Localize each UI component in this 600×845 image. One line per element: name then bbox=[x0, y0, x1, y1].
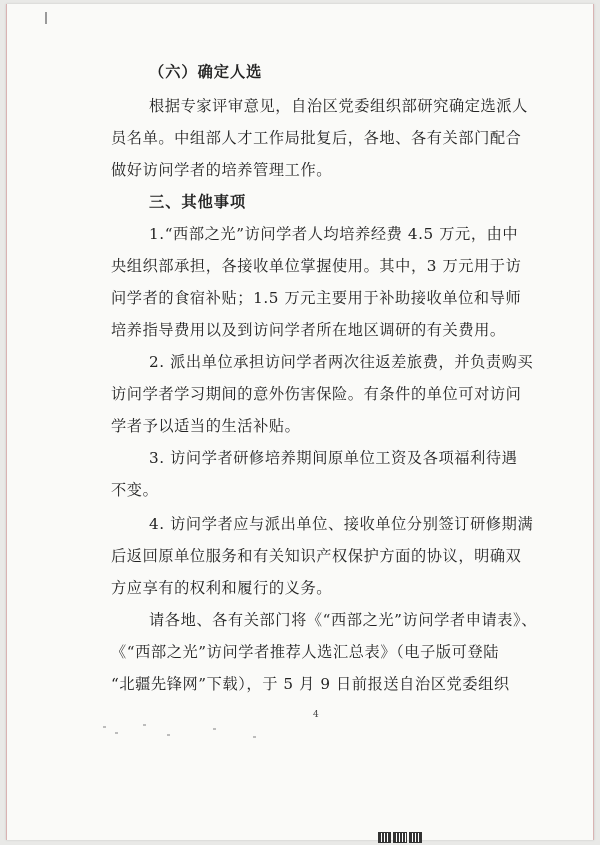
paragraph-line: 员名单。中组部人才工作局批复后，各地、各有关部门配合 bbox=[111, 129, 522, 147]
paragraph-line: 《“西部之光”访问学者推荐人选汇总表》（电子版可登陆 bbox=[111, 643, 500, 661]
barcode-stamp-image bbox=[378, 832, 422, 843]
scan-speck bbox=[115, 732, 118, 734]
paragraph-line: 根据专家评审意见，自治区党委组织部研究确定选派人 bbox=[149, 97, 528, 115]
document-page bbox=[6, 4, 594, 840]
paragraph-line: 培养指导费用以及到访问学者所在地区调研的有关费用。 bbox=[111, 321, 506, 339]
paragraph-line: 3. 访问学者研修培养期间原单位工资及各项福利待遇 bbox=[149, 449, 518, 467]
scan-speck bbox=[103, 726, 106, 728]
section-heading-other-matters: 三、其他事项 bbox=[149, 193, 247, 211]
paragraph-line: 不变。 bbox=[111, 481, 159, 499]
paragraph-line: 学者予以适当的生活补贴。 bbox=[111, 417, 301, 435]
page-number: 4 bbox=[313, 710, 319, 720]
scan-speck bbox=[253, 736, 256, 738]
barcode-block bbox=[378, 832, 391, 843]
scan-speck bbox=[213, 728, 216, 730]
paragraph-line: 后返回原单位服务和有关知识产权保护方面的协议，明确双 bbox=[111, 547, 522, 565]
paragraph-line: 央组织部承担，各接收单位掌握使用。其中，3 万元用于访 bbox=[111, 257, 522, 275]
paragraph-line: 方应享有的权利和履行的义务。 bbox=[111, 579, 333, 597]
scan-edge-mark bbox=[45, 12, 47, 24]
paragraph-line: 4. 访问学者应与派出单位、接收单位分别签订研修期满 bbox=[149, 515, 534, 533]
paragraph-line: 问学者的食宿补贴；1.5 万元主要用于补助接收单位和导师 bbox=[111, 289, 522, 307]
section-heading-confirm-candidates: （六）确定人选 bbox=[149, 63, 263, 81]
paragraph-line: 做好访问学者的培养管理工作。 bbox=[111, 161, 333, 179]
paragraph-line: 请各地、各有关部门将《“西部之光”访问学者申请表》、 bbox=[149, 611, 538, 629]
paragraph-line: “北疆先锋网”下载），于 5 月 9 日前报送自治区党委组织 bbox=[111, 675, 510, 693]
paragraph-line: 1.“西部之光”访问学者人均培养经费 4.5 万元，由中 bbox=[149, 225, 519, 243]
scan-speck bbox=[167, 734, 170, 736]
scan-speck bbox=[143, 724, 146, 726]
paragraph-line: 2. 派出单位承担访问学者两次往返差旅费，并负责购买 bbox=[149, 353, 534, 371]
barcode-block bbox=[409, 832, 422, 843]
scan-specks bbox=[103, 722, 303, 742]
paragraph-line: 访问学者学习期间的意外伤害保险。有条件的单位可对访问 bbox=[111, 385, 522, 403]
barcode-block bbox=[393, 832, 406, 843]
